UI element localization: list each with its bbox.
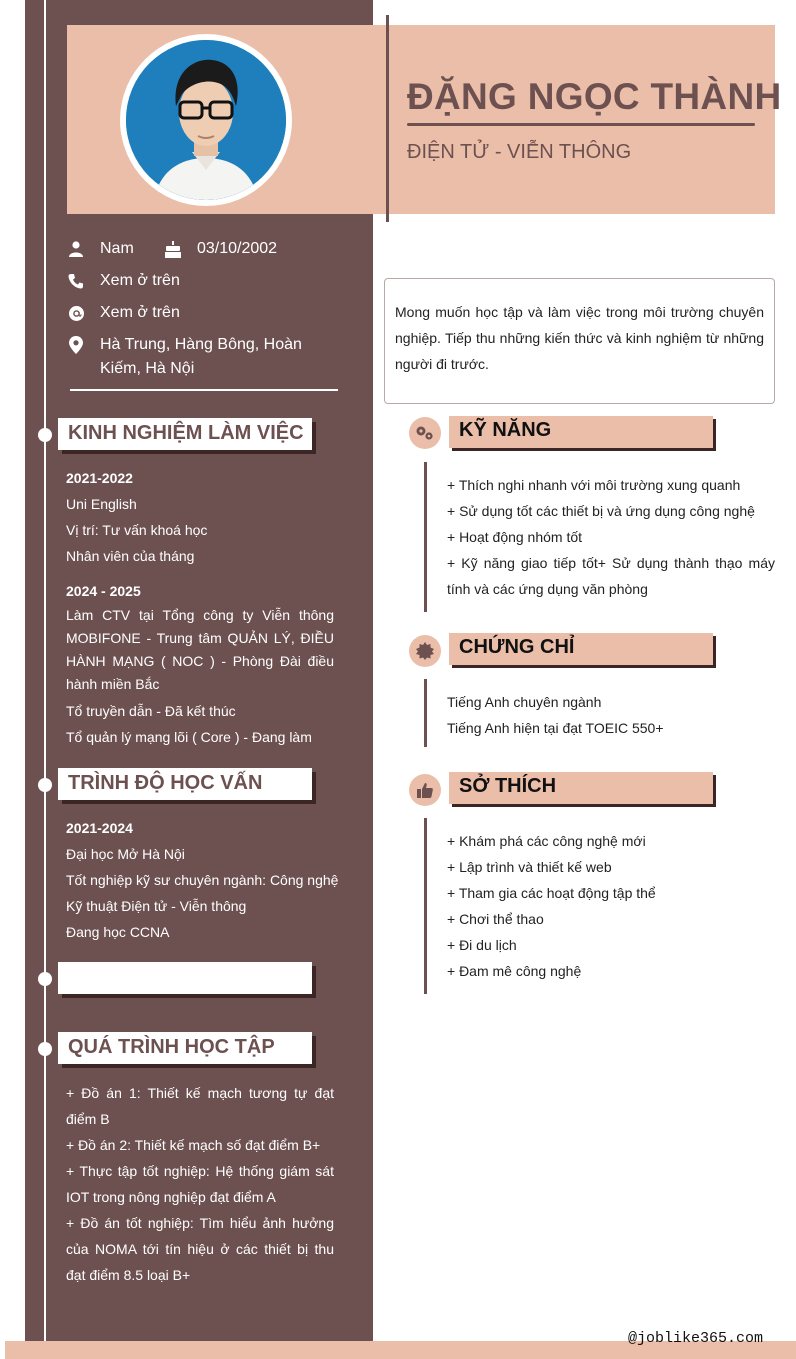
experience-item bbox=[66, 465, 334, 569]
avatar bbox=[126, 40, 286, 200]
education-extra: Đang học CCNA bbox=[66, 924, 170, 940]
study-title: QUÁ TRÌNH HỌC TẬP bbox=[68, 1036, 275, 1058]
certificate-item: Tiếng Anh hiện tại đạt TOEIC 550+ bbox=[447, 720, 664, 736]
skill-item: + Kỹ năng giao tiếp tốt+ Sử dụng thành thạo máy tính và các ứng dụng văn phòng bbox=[447, 555, 775, 597]
hobbies-header bbox=[449, 772, 713, 804]
experience-note: Nhân viên của tháng bbox=[66, 548, 195, 564]
hobbies-list bbox=[447, 828, 775, 984]
experience-period: 2024 - 2025 bbox=[66, 583, 141, 599]
education-title: TRÌNH ĐỘ HỌC VẤN bbox=[68, 772, 263, 794]
education-school: Đại học Mở Hà Nội bbox=[66, 846, 185, 862]
education-item bbox=[66, 815, 339, 945]
experience-company: Uni English bbox=[66, 496, 137, 512]
empty-section-header bbox=[58, 962, 312, 994]
major-title: ĐIỆN TỬ - VIỄN THÔNG bbox=[407, 141, 632, 163]
education-degree: Tốt nghiệp kỹ sư chuyên ngành: Công nghệ bbox=[66, 872, 339, 888]
timeline-dot bbox=[38, 778, 52, 792]
certificates-list bbox=[447, 689, 775, 741]
education-header bbox=[58, 768, 312, 800]
hobby-item: + Lập trình và thiết kế web bbox=[447, 859, 612, 875]
address-row bbox=[67, 333, 302, 381]
full-name: ĐẶNG NGỌC THÀNH bbox=[407, 76, 782, 117]
certificates-title: CHỨNG CHỈ bbox=[459, 636, 575, 658]
skill-item: + Thích nghi nhanh với môi trường xung quanh bbox=[447, 477, 741, 493]
timeline-dot bbox=[38, 972, 52, 986]
certificate-item: Tiếng Anh chuyên ngành bbox=[447, 694, 602, 710]
gender-row bbox=[67, 237, 134, 261]
phone-icon bbox=[67, 272, 85, 290]
study-header bbox=[58, 1032, 312, 1064]
thumbs-up-icon bbox=[409, 774, 441, 806]
certificates-line bbox=[424, 679, 427, 747]
education-degree-2: Kỹ thuật Điện tử - Viễn thông bbox=[66, 898, 247, 914]
user-icon bbox=[67, 240, 85, 258]
phone-value: Xem ở trên bbox=[100, 272, 180, 289]
experience-period: 2021-2022 bbox=[66, 470, 133, 486]
certificates-header bbox=[449, 633, 713, 665]
at-icon bbox=[67, 304, 85, 322]
email-value: Xem ở trên bbox=[100, 304, 180, 321]
skills-title: KỸ NĂNG bbox=[459, 419, 552, 441]
badge-icon bbox=[409, 635, 441, 667]
experience-position: Vị trí: Tư vấn khoá học bbox=[66, 522, 208, 538]
gears-icon bbox=[409, 417, 441, 449]
study-text: + Đồ án 1: Thiết kế mạch tương tự đạt điểm B + Đồ án 2: Thiết kế mạch số đạt điểm B+ + Thực tập tốt nghiệp: Hệ thống giám sát IOT trong nông nghiệp đạt điểm A + Đồ án tốt nghiệp: Tìm hiểu ảnh hưởng của NOMA tới tín hiệu ở các thiết bị thu đạt điểm 8.5 loại B+ bbox=[66, 1085, 334, 1283]
footer-brand: @joblike365.com bbox=[628, 1330, 764, 1347]
birthday-value: 03/10/2002 bbox=[197, 240, 278, 257]
skill-item: + Hoạt động nhóm tốt bbox=[447, 529, 583, 545]
phone-row bbox=[67, 269, 180, 293]
name-underline bbox=[407, 123, 755, 126]
experience-description: Làm CTV tại Tổng công ty Viễn thông MOBIFONE - Trung tâm QUẢN LÝ, ĐIỀU HÀNH MẠNG ( NOC ) - Phòng Đài điều hành miền Bắc bbox=[66, 607, 334, 692]
timeline-dot bbox=[38, 1042, 52, 1056]
location-pin-icon bbox=[67, 336, 85, 354]
objective-box bbox=[384, 278, 775, 404]
experience-item bbox=[66, 578, 334, 750]
cake-icon bbox=[164, 240, 182, 258]
timeline-dot bbox=[38, 428, 52, 442]
avatar-photo bbox=[126, 40, 286, 200]
education-period: 2021-2024 bbox=[66, 820, 133, 836]
gender-value: Nam bbox=[100, 240, 134, 257]
header-divider bbox=[386, 15, 389, 222]
experience-note: Tổ quản lý mạng lõi ( Core ) - Đang làm bbox=[66, 729, 312, 745]
hobby-item: + Đam mê công nghệ bbox=[447, 963, 582, 979]
email-row bbox=[67, 301, 180, 325]
address-line-1: Hà Trung, Hàng Bông, Hoàn bbox=[100, 336, 302, 353]
info-separator bbox=[70, 389, 338, 391]
hobby-item: + Đi du lịch bbox=[447, 937, 517, 953]
skills-list bbox=[447, 472, 775, 602]
hobbies-title: SỞ THÍCH bbox=[459, 775, 557, 797]
hobby-item: + Tham gia các hoạt động tập thể bbox=[447, 885, 656, 901]
timeline-line bbox=[44, 0, 46, 1359]
skill-item: + Sử dụng tốt các thiết bị và ứng dụng công nghệ bbox=[447, 503, 755, 519]
experience-title: KINH NGHIỆM LÀM VIỆC bbox=[68, 422, 304, 444]
objective-text: Mong muốn học tập và làm việc trong môi trường chuyên nghiệp. Tiếp thu những kiến thức và kinh nghiệm từ những người đi trước. bbox=[395, 304, 764, 372]
birthday-row bbox=[164, 237, 277, 261]
experience-note: Tổ truyền dẫn - Đã kết thúc bbox=[66, 703, 236, 719]
hobbies-line bbox=[424, 818, 427, 994]
experience-header bbox=[58, 418, 312, 450]
skills-header bbox=[449, 416, 713, 448]
skills-line bbox=[424, 462, 427, 612]
hobby-item: + Chơi thể thao bbox=[447, 911, 544, 927]
hobby-item: + Khám phá các công nghệ mới bbox=[447, 833, 646, 849]
address-value bbox=[100, 333, 302, 381]
address-line-2: Kiếm, Hà Nội bbox=[100, 360, 195, 377]
